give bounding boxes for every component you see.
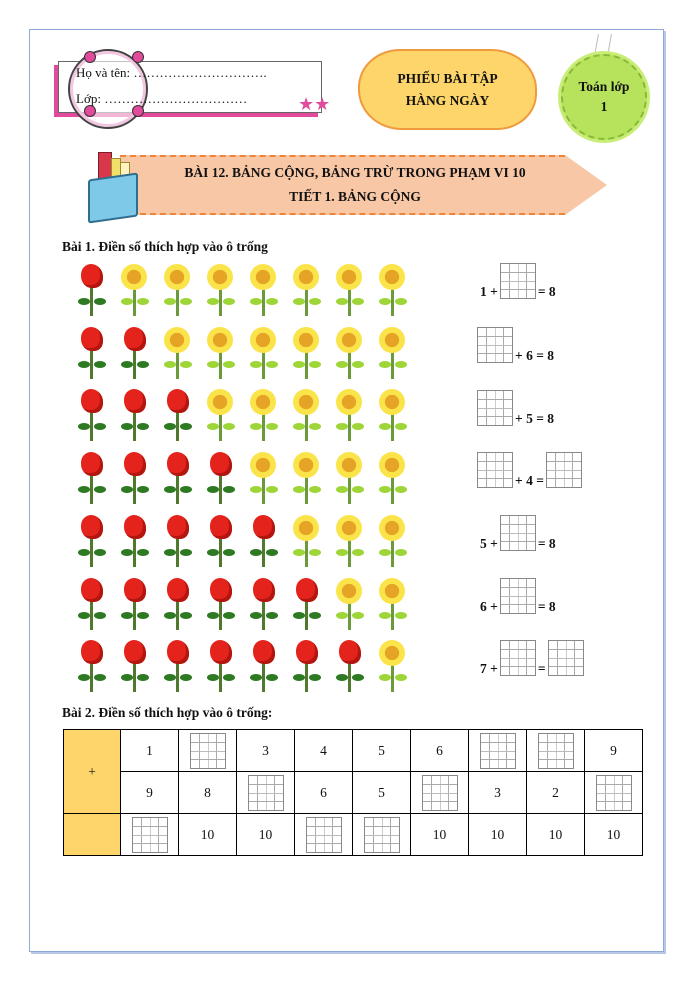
sunflower-icon: [371, 262, 414, 318]
sunflower-icon: [199, 387, 242, 443]
sunflower-icon: [328, 387, 371, 443]
answer-box[interactable]: [480, 733, 516, 769]
number-cell: 6: [411, 730, 469, 772]
number-cell: 10: [411, 814, 469, 856]
answer-box[interactable]: [190, 733, 226, 769]
rose-icon: [70, 262, 113, 318]
exercise2-title: Bài 2. Điền số thích hợp vào ô trống:: [62, 705, 273, 720]
rose-icon: [199, 450, 242, 506]
subject-line1: Toán lớp: [578, 79, 630, 94]
rose-icon: [199, 513, 242, 569]
answer-cell[interactable]: [353, 814, 411, 856]
sunflower-icon: [199, 262, 242, 318]
flower-row: [70, 387, 414, 443]
addition-table: [63, 729, 643, 856]
flower-row: [70, 262, 414, 318]
sunflower-icon: [328, 450, 371, 506]
sunflower-icon: [328, 325, 371, 381]
table-row: [64, 772, 643, 814]
number-cell: 10: [469, 814, 527, 856]
rose-icon: [285, 576, 328, 632]
answer-box[interactable]: [500, 263, 536, 299]
rose-icon: [113, 638, 156, 694]
number-cell: 5: [353, 772, 411, 814]
rose-icon: [113, 513, 156, 569]
rose-icon: [242, 638, 285, 694]
number-cell: 10: [179, 814, 237, 856]
eq-text: + 4 =: [515, 473, 544, 488]
number-cell: 5: [353, 730, 411, 772]
subject-badge: [561, 54, 647, 140]
rose-icon: [70, 450, 113, 506]
answer-box[interactable]: [364, 817, 400, 853]
rose-icon: [113, 325, 156, 381]
number-cell: 6: [295, 772, 353, 814]
number-cell: 3: [469, 772, 527, 814]
number-cell: 10: [237, 814, 295, 856]
eq-text: 1 +: [480, 284, 498, 299]
sunflower-icon: [242, 387, 285, 443]
rose-icon: [328, 638, 371, 694]
number-cell: 9: [585, 730, 643, 772]
answer-cell[interactable]: [411, 772, 469, 814]
number-cell: 10: [585, 814, 643, 856]
rose-icon: [113, 450, 156, 506]
eq-text: = 8: [537, 599, 556, 614]
eq-text: 7 +: [480, 661, 498, 676]
answer-box[interactable]: [477, 452, 513, 488]
rose-icon: [70, 325, 113, 381]
table-row: [64, 814, 643, 856]
sunflower-icon: [199, 325, 242, 381]
sunflower-icon: [285, 387, 328, 443]
sunflower-icon: [371, 638, 414, 694]
answer-box[interactable]: [500, 578, 536, 614]
answer-box[interactable]: [548, 640, 584, 676]
sunflower-icon: [156, 262, 199, 318]
table-row: [64, 730, 643, 772]
eq-text: + 6 = 8: [515, 348, 555, 363]
answer-box[interactable]: [477, 390, 513, 426]
sunflower-icon: [328, 262, 371, 318]
rose-icon: [156, 387, 199, 443]
class-dots: ……………………………: [104, 91, 248, 106]
flower-row: [70, 576, 414, 632]
eq-text: 6 +: [480, 599, 498, 614]
lesson-title-line1: BÀI 12. BẢNG CỘNG, BẢNG TRỪ TRONG PHẠM VI 10: [184, 165, 526, 180]
number-cell: 2: [527, 772, 585, 814]
number-cell: 10: [527, 814, 585, 856]
eq-text: =: [537, 661, 546, 676]
answer-box[interactable]: [248, 775, 284, 811]
rose-icon: [199, 638, 242, 694]
equation-5: [478, 515, 558, 551]
pink-dot-icon: [132, 51, 144, 63]
book-holder-icon: [84, 148, 146, 220]
sunflower-icon: [156, 325, 199, 381]
rose-icon: [70, 576, 113, 632]
flower-row: [70, 450, 414, 506]
worksheet-title-line2: HÀNG NGÀY: [405, 92, 490, 108]
equation-4: [477, 452, 582, 488]
name-field[interactable]: [76, 65, 267, 81]
lesson-title: [120, 155, 590, 215]
worksheet-title-cloud: [358, 49, 537, 130]
answer-box[interactable]: [500, 640, 536, 676]
sunflower-icon: [371, 576, 414, 632]
rose-icon: [285, 638, 328, 694]
sunflower-icon: [242, 325, 285, 381]
operator-cell: +: [64, 730, 121, 814]
answer-box[interactable]: [546, 452, 582, 488]
subject-line2: 1: [600, 99, 608, 114]
rose-icon: [199, 576, 242, 632]
star-icon: ★★: [298, 94, 331, 114]
sunflower-icon: [371, 387, 414, 443]
number-cell: 8: [179, 772, 237, 814]
flower-row: [70, 513, 414, 569]
equation-3: [477, 390, 556, 426]
rose-icon: [242, 513, 285, 569]
worksheet-title-line1: PHIẾU BÀI TẬP: [397, 70, 498, 86]
equation-6: [478, 578, 558, 614]
sunflower-icon: [371, 325, 414, 381]
answer-box[interactable]: [306, 817, 342, 853]
class-label: Lớp:: [76, 91, 101, 106]
sunflower-icon: [285, 513, 328, 569]
answer-box[interactable]: [596, 775, 632, 811]
sunflower-icon: [242, 450, 285, 506]
rose-icon: [70, 513, 113, 569]
answer-cell[interactable]: [295, 814, 353, 856]
answer-box[interactable]: [500, 515, 536, 551]
name-label: Họ và tên:: [76, 65, 131, 80]
sunflower-icon: [328, 513, 371, 569]
equation-1: [478, 263, 558, 299]
number-cell: 4: [295, 730, 353, 772]
flower-row: [70, 325, 414, 381]
answer-cell[interactable]: [237, 772, 295, 814]
lesson-title-line2: TIẾT 1. BẢNG CỘNG: [289, 189, 421, 204]
sunflower-icon: [242, 262, 285, 318]
rose-icon: [156, 513, 199, 569]
answer-cell[interactable]: [121, 814, 179, 856]
sunflower-icon: [285, 450, 328, 506]
rose-icon: [242, 576, 285, 632]
answer-cell[interactable]: [585, 772, 643, 814]
sunflower-icon: [371, 513, 414, 569]
sunflower-icon: [328, 576, 371, 632]
answer-cell[interactable]: [469, 730, 527, 772]
answer-box[interactable]: [422, 775, 458, 811]
eq-text: = 8: [537, 284, 556, 299]
eq-text: = 8: [537, 536, 556, 551]
class-field[interactable]: [76, 91, 247, 107]
answer-box[interactable]: [477, 327, 513, 363]
pink-dot-icon: [84, 51, 96, 63]
rose-icon: [113, 387, 156, 443]
rose-icon: [156, 576, 199, 632]
answer-box[interactable]: [538, 733, 574, 769]
sunflower-icon: [113, 262, 156, 318]
answer-cell[interactable]: [527, 730, 585, 772]
rose-icon: [70, 638, 113, 694]
sum-label-cell: [64, 814, 121, 856]
rose-icon: [156, 450, 199, 506]
number-cell: 9: [121, 772, 179, 814]
number-cell: 3: [237, 730, 295, 772]
rose-icon: [156, 638, 199, 694]
eq-text: 5 +: [480, 536, 498, 551]
rose-icon: [113, 576, 156, 632]
student-info-box: [52, 57, 331, 115]
sunflower-icon: [285, 262, 328, 318]
eq-text: + 5 = 8: [515, 411, 555, 426]
name-dots: ………………………….: [133, 65, 267, 80]
flower-row: [70, 638, 414, 694]
rose-icon: [70, 387, 113, 443]
equation-7: [478, 640, 584, 676]
answer-box[interactable]: [132, 817, 168, 853]
exercise1-title: Bài 1. Điền số thích hợp vào ô trống: [62, 239, 268, 254]
number-cell: 1: [121, 730, 179, 772]
equation-2: [477, 327, 556, 363]
sunflower-icon: [371, 450, 414, 506]
sunflower-icon: [285, 325, 328, 381]
answer-cell[interactable]: [179, 730, 237, 772]
